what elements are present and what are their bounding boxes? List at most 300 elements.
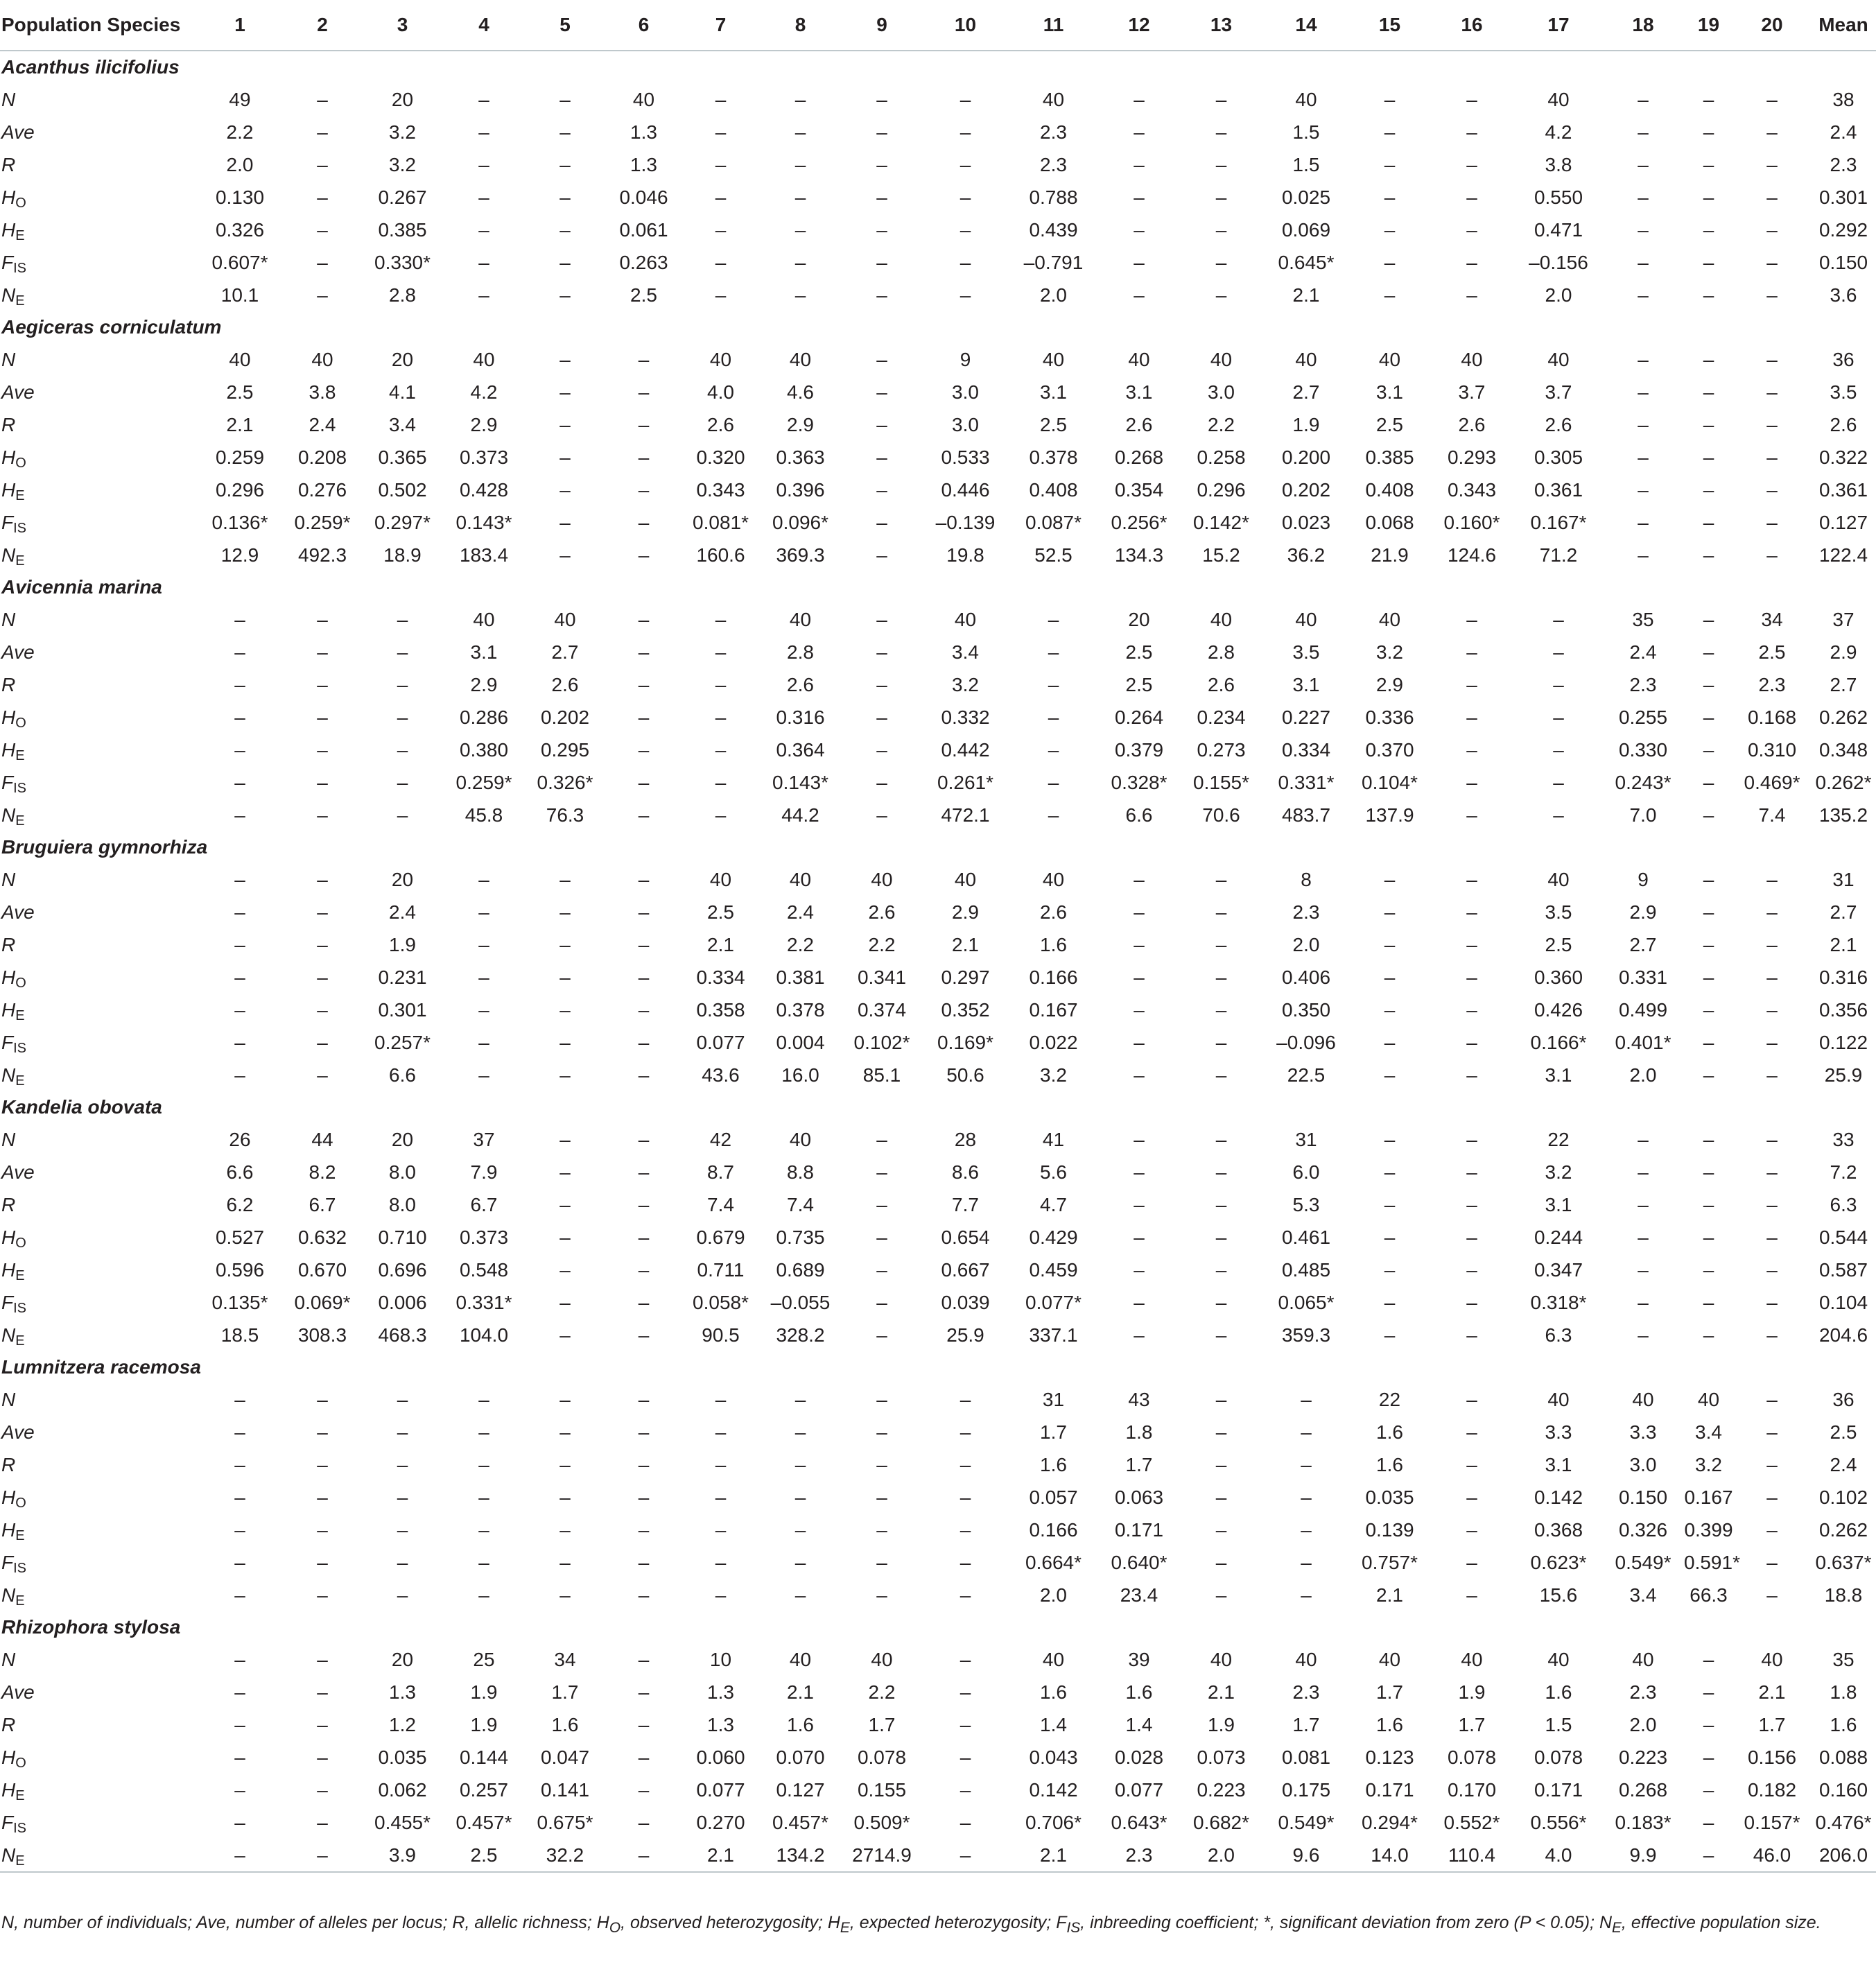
- table-cell: –: [794, 1519, 806, 1541]
- table-cell: 2.9: [470, 674, 498, 695]
- table-cell: 0.385: [1365, 447, 1414, 468]
- row-label: R: [1, 674, 16, 695]
- table-cell: –: [1466, 1421, 1477, 1443]
- table-cell: –: [1134, 934, 1145, 955]
- table-cell: –: [478, 284, 489, 306]
- table-cell: 43.6: [702, 1064, 740, 1086]
- table-cell: 2.5: [1125, 641, 1153, 663]
- table-cell: 0.679: [696, 1227, 745, 1248]
- table-cell: 0.316: [1818, 967, 1868, 988]
- table-cell: 2.4: [787, 901, 814, 923]
- table-cell: 0.102*: [853, 1032, 910, 1053]
- table-cell: –: [1134, 1129, 1145, 1150]
- table-cell: –: [234, 1681, 245, 1703]
- table-cell: –: [1703, 544, 1714, 566]
- table-cell: –: [715, 1421, 727, 1443]
- table-cell: –: [1215, 1032, 1227, 1053]
- table-cell: –: [715, 1487, 727, 1508]
- table-cell: 0.623*: [1530, 1552, 1587, 1573]
- table-cell: –: [234, 707, 245, 728]
- row-label: $N_E$: [0, 1839, 198, 1872]
- table-cell: –: [1703, 1812, 1714, 1833]
- table-cell: 18.8: [1824, 1584, 1863, 1606]
- column-header-14: 14: [1262, 0, 1350, 51]
- table-cell: 1.9: [470, 1714, 498, 1735]
- table-cell: 0.070: [776, 1747, 825, 1768]
- table-cell: –: [1638, 1194, 1649, 1215]
- table-cell: –: [638, 1161, 650, 1183]
- table-cell: –: [397, 641, 408, 663]
- table-cell: –: [317, 1064, 328, 1086]
- table-cell: –: [1215, 1161, 1227, 1183]
- table-row: [0, 1514, 1876, 1546]
- table-cell: –: [959, 1584, 971, 1606]
- table-cell: –: [1215, 869, 1227, 890]
- table-cell: –: [478, 999, 489, 1021]
- table-cell: –: [876, 772, 887, 793]
- table-cell: 2.6: [1830, 414, 1857, 435]
- table-cell: –: [234, 1454, 245, 1475]
- table-cell: 1.8: [1125, 1421, 1153, 1443]
- table-cell: 0.025: [1281, 187, 1331, 208]
- table-cell: 40: [229, 349, 251, 370]
- table-cell: 2.6: [1208, 674, 1235, 695]
- table-cell: 3.2: [1040, 1064, 1067, 1086]
- table-cell: 2.6: [1125, 414, 1153, 435]
- table-cell: –: [1215, 121, 1227, 143]
- table-cell: 2.2: [868, 934, 896, 955]
- table-cell: 38: [1832, 89, 1855, 110]
- table-cell: 0.104*: [1362, 772, 1418, 793]
- table-cell: –: [638, 1194, 650, 1215]
- table-cell: –: [1766, 934, 1778, 955]
- table-cell: –: [317, 869, 328, 890]
- table-cell: 1.7: [868, 1714, 896, 1735]
- table-cell: 3.7: [1545, 381, 1572, 403]
- table-cell: –: [605, 1839, 683, 1872]
- table-cell: –: [1048, 739, 1059, 761]
- table-cell: –: [478, 869, 489, 890]
- species-name: Kandelia obovata: [1, 1096, 162, 1118]
- table-cell: –: [638, 901, 650, 923]
- table-cell: –: [876, 609, 887, 630]
- table-cell: –: [1134, 1194, 1145, 1215]
- table-cell: 0.457*: [772, 1812, 828, 1833]
- table-cell: 0.316: [776, 707, 825, 728]
- table-cell: 0.347: [1534, 1259, 1583, 1281]
- table-cell: 40: [1042, 1649, 1065, 1670]
- table-cell: 34: [554, 1649, 576, 1670]
- species-row: [0, 831, 1876, 863]
- table-cell: 3.1: [1545, 1454, 1572, 1475]
- table-cell: –: [876, 512, 887, 533]
- table-cell: 7.4: [707, 1194, 734, 1215]
- table-cell: 2.3: [1040, 121, 1067, 143]
- row-label: R: [1, 1194, 16, 1215]
- table-cell: 32.2: [526, 1839, 605, 1872]
- table-cell: 0.223: [1197, 1779, 1246, 1801]
- table-cell: 0.696: [378, 1259, 427, 1281]
- table-cell: –: [1553, 609, 1564, 630]
- table-cell: –: [715, 284, 727, 306]
- table-row: [0, 1741, 1876, 1774]
- table-cell: 0.455*: [374, 1812, 431, 1833]
- table-cell: –: [1466, 934, 1477, 955]
- table-cell: –: [478, 1487, 489, 1508]
- table-cell: 2.3: [1097, 1839, 1181, 1872]
- table-cell: 0.143*: [455, 512, 512, 533]
- table-cell: 8.8: [787, 1161, 814, 1183]
- table-cell: –: [1215, 1259, 1227, 1281]
- column-header-18: 18: [1602, 0, 1684, 51]
- table-cell: –: [638, 414, 650, 435]
- table-cell: 1.9: [1292, 414, 1320, 435]
- table-cell: –: [1703, 1649, 1714, 1670]
- table-cell: –: [715, 674, 727, 695]
- table-cell: –: [1134, 999, 1145, 1021]
- table-cell: 40: [1378, 349, 1401, 370]
- table-cell: 1.6: [1376, 1714, 1403, 1735]
- table-cell: 0.208: [297, 447, 347, 468]
- table-cell: –: [638, 1259, 650, 1281]
- table-cell: –: [1703, 447, 1714, 468]
- table-cell: 2.1: [707, 934, 734, 955]
- row-label: R: [1, 154, 16, 175]
- table-cell: 0.640*: [1111, 1552, 1167, 1573]
- table-cell: –: [1384, 1032, 1396, 1053]
- table-cell: 0.062: [378, 1779, 427, 1801]
- table-cell: 0.273: [1197, 739, 1246, 761]
- table-cell: 3.4: [952, 641, 979, 663]
- column-header-13: 13: [1181, 0, 1262, 51]
- table-cell: –: [1466, 219, 1477, 241]
- table-cell: –: [1134, 1032, 1145, 1053]
- table-cell: –: [1684, 1839, 1733, 1872]
- table-cell: 0.364: [776, 739, 825, 761]
- table-cell: 0.167: [1029, 999, 1078, 1021]
- table-cell: 0.150: [1618, 1487, 1668, 1508]
- table-cell: 40: [1210, 1649, 1233, 1670]
- table-cell: 2.5: [1830, 1421, 1857, 1443]
- table-cell: 36: [1832, 1389, 1855, 1410]
- table-cell: 0.334: [696, 967, 745, 988]
- table-footnote: N, number of individuals; Ave, number of alleles per locus; R, allelic richness; $H_O$, observed heterozygosity; $H_E$, expected heterozygosity; $F_{IS}$, inbreeding coefficient; *, significant deviation from zero (P < 0.05); $N_E$, effective population size.: [1, 1913, 1821, 1936]
- table-cell: –: [234, 1747, 245, 1768]
- table-cell: –: [478, 219, 489, 241]
- table-cell: 3.2: [389, 154, 416, 175]
- table-cell: –: [1215, 1421, 1227, 1443]
- row-label: $F_{IS}$: [1, 772, 27, 796]
- row-label: N: [1, 869, 16, 890]
- table-cell: –: [317, 1649, 328, 1670]
- species-name: Rhizophora stylosa: [1, 1616, 181, 1638]
- table-cell: –: [638, 1421, 650, 1443]
- species-row: [0, 1611, 1876, 1643]
- table-cell: 3.0: [952, 414, 979, 435]
- table-cell: 0.257*: [374, 1032, 431, 1053]
- table-cell: –: [794, 89, 806, 110]
- table-cell: 7.7: [952, 1194, 979, 1215]
- table-cell: 206.0: [1811, 1839, 1876, 1872]
- table-cell: –: [1766, 1454, 1778, 1475]
- table-cell: 40: [1128, 349, 1150, 370]
- row-label: N: [1, 1649, 16, 1670]
- table-row: [0, 994, 1876, 1026]
- column-header-19: 19: [1684, 0, 1733, 51]
- table-cell: 0.297*: [374, 512, 431, 533]
- table-cell: 43: [1128, 1389, 1150, 1410]
- table-cell: 0.047: [540, 1747, 590, 1768]
- table-cell: –: [1703, 1681, 1714, 1703]
- table-cell: –: [1134, 252, 1145, 273]
- table-cell: 2.3: [1292, 1681, 1320, 1703]
- table-cell: –: [1638, 252, 1649, 273]
- row-label: Ave: [1, 1421, 35, 1443]
- table-row: [0, 734, 1876, 766]
- table-cell: 0.363: [776, 447, 825, 468]
- table-cell: –: [234, 641, 245, 663]
- table-cell: 6.3: [1545, 1324, 1572, 1346]
- table-cell: –: [638, 1714, 650, 1735]
- table-cell: 0.267: [378, 187, 427, 208]
- table-cell: –: [559, 1194, 571, 1215]
- table-cell: 1.5: [1292, 154, 1320, 175]
- table-cell: 3.1: [1545, 1194, 1572, 1215]
- table-cell: –: [1215, 1454, 1227, 1475]
- table-cell: –: [794, 154, 806, 175]
- table-cell: –: [876, 707, 887, 728]
- table-cell: 0.136*: [211, 512, 268, 533]
- table-cell: –: [234, 869, 245, 890]
- table-cell: –: [1466, 609, 1477, 630]
- table-cell: –: [1466, 252, 1477, 273]
- table-cell: –: [1215, 89, 1227, 110]
- table-cell: 2.0: [1545, 284, 1572, 306]
- row-label: $N_E$: [1, 1324, 25, 1349]
- table-cell: 0.035: [378, 1747, 427, 1768]
- table-cell: 0.471: [1534, 219, 1583, 241]
- table-cell: 33: [1832, 1129, 1855, 1150]
- table-cell: –: [317, 901, 328, 923]
- table-cell: –: [638, 1454, 650, 1475]
- table-cell: –: [1766, 381, 1778, 403]
- table-cell: 0.160*: [1443, 512, 1500, 533]
- table-cell: 39: [1128, 1649, 1150, 1670]
- table-cell: 0.645*: [1278, 252, 1335, 273]
- table-cell: –: [1215, 1519, 1227, 1541]
- table-cell: –: [1466, 284, 1477, 306]
- table-cell: –: [1703, 479, 1714, 501]
- table-cell: 20: [391, 1129, 414, 1150]
- table-cell: 0.788: [1029, 187, 1078, 208]
- table-cell: 0.130: [215, 187, 265, 208]
- table-row: [0, 1383, 1876, 1416]
- table-cell: 0.373: [459, 1227, 509, 1248]
- table-cell: –: [1703, 999, 1714, 1021]
- table-cell: –: [1134, 284, 1145, 306]
- table-cell: –: [1766, 1519, 1778, 1541]
- table-cell: –: [397, 1421, 408, 1443]
- table-cell: –: [198, 1839, 282, 1872]
- table-cell: –: [478, 967, 489, 988]
- row-label: $H_E$: [1, 739, 25, 763]
- table-cell: –: [1638, 414, 1649, 435]
- table-cell: 0.332: [941, 707, 990, 728]
- table-cell: 2.0: [226, 154, 254, 175]
- table-cell: –: [1638, 544, 1649, 566]
- table-cell: 0.334: [1281, 739, 1331, 761]
- table-cell: 0.087*: [1025, 512, 1082, 533]
- table-row: [0, 1254, 1876, 1286]
- table-cell: 40: [789, 869, 812, 890]
- table-cell: –: [876, 1421, 887, 1443]
- row-label: N: [1, 1129, 16, 1150]
- row-label: $N_E$: [1, 1064, 25, 1089]
- table-cell: –: [1638, 219, 1649, 241]
- table-cell: –: [478, 154, 489, 175]
- table-cell: –: [478, 1064, 489, 1086]
- table-cell: –: [1638, 89, 1649, 110]
- table-cell: 2.3: [1830, 154, 1857, 175]
- table-cell: –: [876, 89, 887, 110]
- table-row: [0, 961, 1876, 994]
- table-cell: –: [397, 1519, 408, 1541]
- table-cell: 0.262: [1818, 1519, 1868, 1541]
- table-cell: –: [1766, 1552, 1778, 1573]
- table-cell: –: [1703, 121, 1714, 143]
- table-cell: 40: [1295, 609, 1317, 630]
- table-cell: 37: [473, 1129, 495, 1150]
- table-cell: 0.667: [941, 1259, 990, 1281]
- table-cell: –: [876, 1454, 887, 1475]
- table-cell: 0.361: [1818, 479, 1868, 501]
- table-row: [0, 1676, 1876, 1708]
- table-row: [0, 701, 1876, 734]
- column-header-mean: Mean: [1811, 0, 1876, 51]
- table-cell: 20: [1128, 609, 1150, 630]
- table-cell: –: [397, 1552, 408, 1573]
- table-cell: –: [559, 1324, 571, 1346]
- table-cell: 10: [709, 1649, 732, 1670]
- table-cell: 0.143*: [772, 772, 828, 793]
- table-cell: –: [1466, 1584, 1477, 1606]
- table-cell: –: [715, 1389, 727, 1410]
- table-cell: –: [638, 1812, 650, 1833]
- table-cell: 0.461: [1281, 1227, 1331, 1248]
- table-cell: 1.5: [1292, 121, 1320, 143]
- column-header-20: 20: [1733, 0, 1811, 51]
- table-cell: 2.9: [1376, 674, 1403, 695]
- table-cell: –: [638, 1064, 650, 1086]
- table-cell: 124.6: [1447, 544, 1497, 566]
- table-row: [0, 376, 1876, 408]
- table-cell: 483.7: [1281, 804, 1331, 826]
- table-cell: –: [1703, 187, 1714, 208]
- table-cell: 0.706*: [1025, 1812, 1082, 1833]
- table-cell: 0.268: [1114, 447, 1164, 468]
- table-cell: 1.7: [1040, 1421, 1067, 1443]
- header-row: [0, 0, 1876, 51]
- table-cell: –: [1766, 1259, 1778, 1281]
- table-cell: 0.341: [857, 967, 907, 988]
- table-cell: –: [959, 187, 971, 208]
- table-cell: 0.476*: [1815, 1812, 1872, 1833]
- table-cell: 0.380: [459, 739, 509, 761]
- table-cell: 18.5: [220, 1324, 259, 1346]
- table-cell: –: [1384, 1324, 1396, 1346]
- table-cell: 0.296: [215, 479, 265, 501]
- species-name: Avicennia marina: [1, 576, 162, 598]
- table-cell: 0.682*: [1193, 1812, 1249, 1833]
- table-cell: 40: [1547, 869, 1570, 890]
- table-cell: 7.4: [787, 1194, 814, 1215]
- table-row: [0, 1806, 1876, 1839]
- table-cell: 2.7: [551, 641, 579, 663]
- table-cell: 35: [1632, 609, 1654, 630]
- table-cell: 0.499: [1618, 999, 1668, 1021]
- table-cell: –: [317, 154, 328, 175]
- table-cell: 0.078: [1534, 1747, 1583, 1768]
- table-cell: 0.331*: [455, 1292, 512, 1313]
- column-header-10: 10: [921, 0, 1009, 51]
- table-cell: –: [715, 89, 727, 110]
- table-cell: 0.078: [857, 1747, 907, 1768]
- table-cell: –: [559, 967, 571, 988]
- table-cell: 1.3: [389, 1681, 416, 1703]
- table-cell: 1.7: [1458, 1714, 1486, 1735]
- table-cell: –: [876, 804, 887, 826]
- row-label: $N_E$: [1, 1584, 25, 1609]
- table-cell: 46.0: [1733, 1839, 1811, 1872]
- table-cell: 40: [554, 609, 576, 630]
- table-cell: 0.168: [1747, 707, 1797, 728]
- table-cell: –: [1301, 1584, 1312, 1606]
- table-cell: –: [1703, 89, 1714, 110]
- table-cell: 135.2: [1818, 804, 1868, 826]
- table-cell: –: [1703, 641, 1714, 663]
- table-cell: 0.675*: [537, 1812, 593, 1833]
- table-cell: –: [1384, 967, 1396, 988]
- table-cell: –: [1466, 1064, 1477, 1086]
- table-cell: 3.0: [1208, 381, 1235, 403]
- table-cell: 2.1: [683, 1839, 758, 1872]
- table-cell: –: [715, 739, 727, 761]
- table-cell: 1.3: [630, 121, 657, 143]
- table-cell: –: [1134, 1064, 1145, 1086]
- table-cell: 40: [1697, 1389, 1720, 1410]
- table-cell: –: [1703, 772, 1714, 793]
- table-cell: 0.171: [1114, 1519, 1164, 1541]
- table-cell: –: [559, 187, 571, 208]
- table-cell: 0.381: [776, 967, 825, 988]
- table-cell: –: [1301, 1519, 1312, 1541]
- table-cell: –: [1134, 89, 1145, 110]
- table-cell: 3.6: [1830, 284, 1857, 306]
- table-cell: 0.654: [941, 1227, 990, 1248]
- table-cell: –: [1553, 739, 1564, 761]
- table-cell: 2.5: [630, 284, 657, 306]
- table-row: [0, 1579, 1876, 1611]
- table-cell: –: [317, 219, 328, 241]
- table-cell: 2.1: [1758, 1681, 1786, 1703]
- table-cell: –: [876, 1584, 887, 1606]
- table-cell: 0.142: [1029, 1779, 1078, 1801]
- table-cell: 2.6: [868, 901, 896, 923]
- table-cell: 6.7: [470, 1194, 498, 1215]
- table-cell: 1.6: [1040, 1681, 1067, 1703]
- table-cell: 3.5: [1545, 901, 1572, 923]
- table-cell: 1.7: [1125, 1454, 1153, 1475]
